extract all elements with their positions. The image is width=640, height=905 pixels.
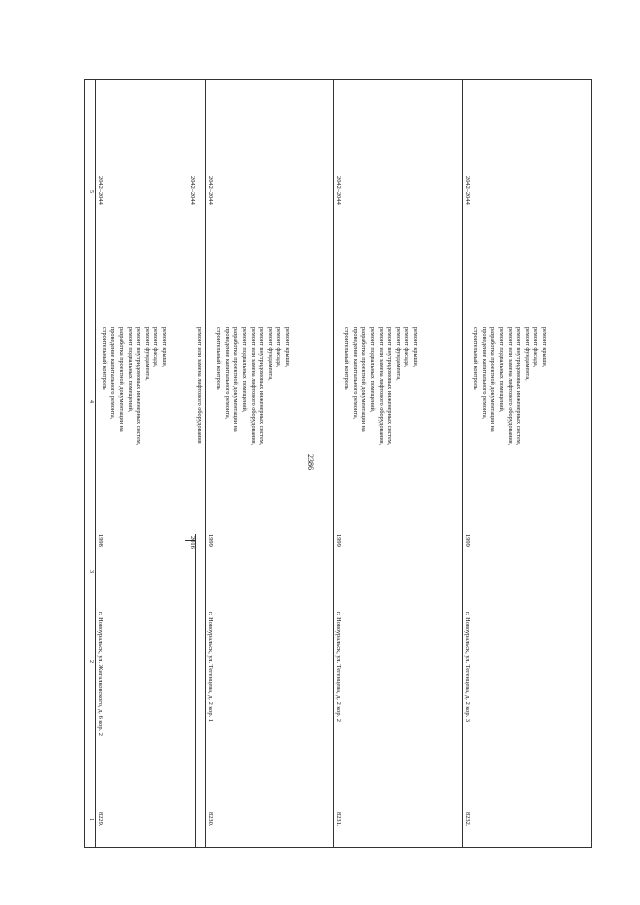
row-year: 2016 [189,536,196,549]
row-term: 2042–2044 [464,176,471,205]
work-item: строительный контроль [343,327,351,390]
work-item: ремонт фундамента, [523,327,531,381]
row-number: 8231. [335,812,342,827]
work-item: ремонт подвальных помещений, [126,327,134,413]
work-item: проведение капитального ремонта, [480,327,488,420]
subrow-divider [195,534,196,847]
work-item: ремонт фасада, [152,327,160,368]
row-works [194,327,203,517]
work-item: ремонт крыши, [161,327,168,368]
work-item: ремонт или замена лифтового оборудования [196,327,203,444]
work-item: разработка проектной документации на [360,327,368,432]
row-term: 2042–2044 [335,176,342,205]
work-item: ремонт внутридомовых инженерных систем, [515,327,523,446]
work-item: ремонт или замена лифтового оборудования, [377,327,385,446]
work-item: ремонт или замена лифтового оборудования, [249,327,257,446]
work-item: ремонт фундамента, [394,327,402,381]
work-item: разработка проектной документации на [118,327,126,432]
work-item: ремонт крыши, [412,327,419,368]
row-term: 2042–2044 [207,176,214,205]
row-year: 1999 [464,534,471,547]
row-year: 1999 [335,534,342,547]
work-item: ремонт подвальных помещений, [369,327,377,413]
row-address: г. Новоуральск, ул. Тегенцева, д. 2 кор. 3 [464,612,471,722]
row-address: г. Новоуральск, ул. Тегенцева, д. 2 кор. 2 [335,612,342,722]
row-works [99,327,168,517]
header-col-2: 2 [88,660,94,663]
row-number: 8230. [207,812,214,827]
row-year: 1999 [207,534,214,547]
row-year: 1998 [97,534,104,547]
work-item: разработка проектной документации на [232,327,240,432]
work-item: ремонт внутридомовых инженерных систем, [258,327,266,446]
work-item: строительный контроль [472,327,480,390]
work-item: ремонт фундамента, [143,327,151,381]
work-item: ремонт подвальных помещений, [241,327,249,413]
row-number: 8232. [464,812,471,827]
row-works [471,327,548,517]
work-item: ремонт фундамента, [266,327,274,381]
work-item: ремонт подвальных помещений, [498,327,506,413]
document-table [84,79,592,848]
work-item: проведение капитального ремонта, [223,327,231,420]
work-item: ремонт фасада, [532,327,540,368]
header-col-4: 4 [88,400,94,403]
header-col-1: 1 [88,818,94,821]
work-item: разработка проектной документации на [489,327,497,432]
work-item: ремонт фасада, [275,327,283,368]
row-number: 8229. [97,812,104,827]
work-item: ремонт крыши, [284,327,291,368]
header-col-5: 5 [88,190,94,193]
header-col-3: 3 [88,570,94,573]
work-item: ремонт или замена лифтового оборудования, [506,327,514,446]
work-item: ремонт внутридомовых инженерных систем, [386,327,394,446]
row-address: г. Новоуральск, ул. Жигалковского, д. 6 кор. 2 [97,612,104,736]
work-item: строительный контроль [100,327,108,390]
work-item: ремонт крыши, [541,327,548,368]
work-item: строительный контроль [215,327,223,390]
row-address: г. Новоуральск, ул. Тегенцева, д. 2 кор. 1 [207,612,214,722]
work-item: ремонт внутридомовых инженерных систем, [135,327,143,446]
work-item: ремонт фасада, [403,327,411,368]
row-works [214,327,291,517]
row-term: 2042–2044 [97,176,104,205]
row-term: 2042–2044 [189,176,196,205]
work-item: проведение капитального ремонта, [109,327,117,420]
work-item: проведение капитального ремонта, [351,327,359,420]
page-number: 2386 [306,454,315,470]
row-works [342,327,419,517]
